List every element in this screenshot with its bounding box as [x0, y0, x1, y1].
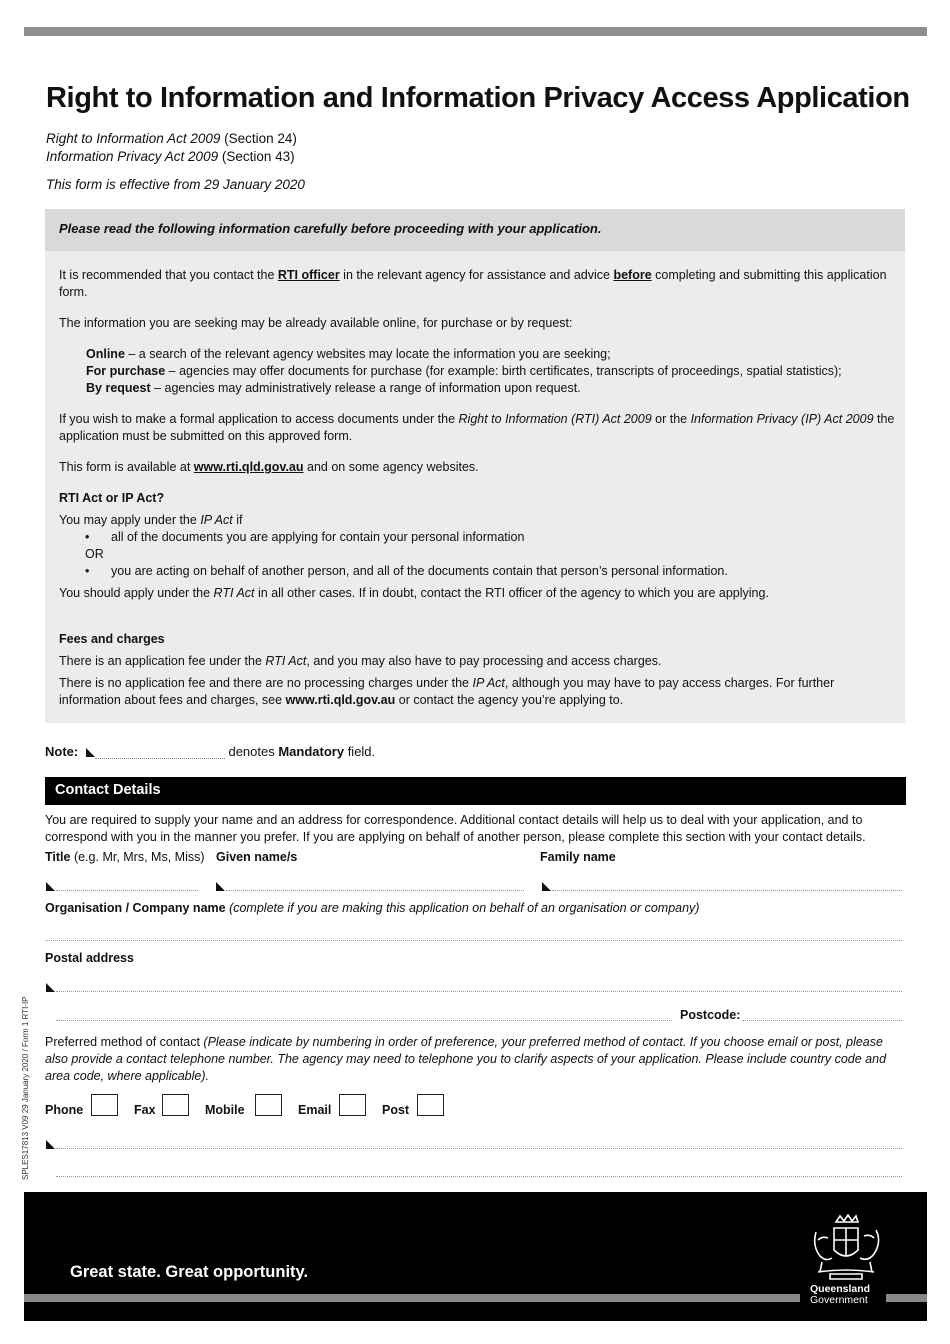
contact-intro: You are required to supply your name and an address for correspondence. Additional contact details will help us to deal with your application, and to correspond with you in the manner you prefer. If you are applying on behalf of another person, please complete this section with your contact details.: [45, 813, 866, 844]
mobile-preference-box[interactable]: [255, 1094, 282, 1116]
act-section: (Section 24): [224, 131, 297, 146]
subheading: RTI Act or IP Act?: [59, 491, 165, 505]
subheading: Fees and charges: [59, 632, 165, 646]
info-paragraph: You may apply under the IP Act if: [59, 513, 243, 527]
info-paragraph: This form is available at www.rti.qld.gov.au and on some agency websites.: [59, 460, 479, 474]
method-label-fax: Fax: [134, 1103, 156, 1117]
queensland-crest-icon: [808, 1212, 884, 1282]
footer: [24, 1192, 927, 1321]
method-label-post: Post: [382, 1103, 410, 1117]
info-paragraph: If you wish to make a formal application to access documents under the Right to Information (RTI) Act 2009 or the Information Privacy (IP) Act 2009 the application must be submitted on this approved form.: [59, 412, 895, 443]
info-heading-box: [45, 209, 905, 251]
family-name-input[interactable]: [552, 880, 902, 891]
mandatory-marker-icon: [216, 882, 225, 891]
footer-stripe: [886, 1294, 927, 1302]
given-name-label: Given name/s: [216, 850, 298, 864]
act-name: Right to Information Act 2009: [46, 131, 221, 146]
or-text: OR: [85, 547, 104, 561]
rti-website-link[interactable]: www.rti.qld.gov.au: [193, 460, 304, 474]
method-label-phone: Phone: [45, 1103, 84, 1117]
info-paragraph: It is recommended that you contact the RTI officer in the relevant agency for assistance and advice before completing and submitting this application form.: [59, 268, 887, 299]
rti-officer-link[interactable]: RTI officer: [277, 268, 340, 282]
postcode-input[interactable]: [742, 1010, 902, 1021]
list-item: By request – agencies may administratively release a range of information upon request.: [86, 381, 581, 395]
mandatory-marker-icon: [542, 882, 551, 891]
preferred-contact-text: Preferred method of contact (Please indicate by numbering in order of preference, your preferred method of contact. If you choose email or post, please also provide a contact telephone number. The agency may need to telephone you to clarify aspects of your application. Please include country code and area code, where applicable).: [45, 1035, 887, 1083]
organisation-label: Organisation / Company name (complete if you are making this application on behalf of an organisation or company): [45, 901, 700, 915]
act-name: Information Privacy Act 2009: [46, 149, 219, 164]
options-list: [86, 346, 924, 397]
email-preference-box[interactable]: [339, 1094, 366, 1116]
info-panel: It is recommended that you contact the RTI officer in the relevant agency for assistance and advice before completing and submitting this application form. The information you are seeking may be already available online, for purchase or by request: Online – a search of the relevant agency websites may locate the information you are seeking; For purchase – agencies may offer documents for purchase (for example: birth certificates, transcripts of proceedings, spatial statistics); By request – agencies may administratively release a range of information upon request. If you wish to make a formal application to access documents under the Right to Information (RTI) Act 2009 or the Information Privacy (IP) Act 2009 the application must be submitted on this approved form. This form is available at www.rti.qld.gov.au and on some agency websites. RTI Act or IP Act? You may apply under the IP Act if • all of the documents you are applying for contain your personal information OR • you are acting on behalf of another person, and all of the documents contain that person’s personal information. You should apply under the RTI Act in all other cases. If in doubt, contact the RTI officer of the agency to which you are applying. Fees and charges There is an application fee under the RTI Act, and you may also have to pay processing and access charges. There is no application fee and there are no processing charges under the IP Act, although you may have to pay access charges. For further information about fees and charges, see www.rti.qld.gov.au or contact the agency you’re applying to.: [45, 251, 905, 723]
info-paragraph: The information you are seeking may be already available online, for purchase or by request:: [59, 316, 573, 330]
title-label: Title (e.g. Mr, Mrs, Ms, Miss): [45, 850, 205, 864]
footer-stripe: [24, 1294, 800, 1302]
contact-detail-line1[interactable]: [56, 1138, 902, 1149]
info-paragraph: There is an application fee under the RTI Act, and you may also have to pay processing and access charges.: [59, 654, 662, 668]
organisation-input[interactable]: [45, 930, 902, 941]
queensland-government-logo: Queensland Government: [810, 1283, 871, 1306]
fax-preference-box[interactable]: [162, 1094, 189, 1116]
legislation-references: [46, 130, 297, 166]
form-code: SPLES17813 V09 29 January 2020 / Form 1 RTI-IP: [21, 996, 30, 1180]
mandatory-marker-icon: [46, 983, 55, 992]
contact-detail-line2[interactable]: [56, 1166, 902, 1177]
list-item: For purchase – agencies may offer documents for purchase (for example: birth certificates, transcripts of proceedings, spatial statistics);: [86, 364, 842, 378]
footer-slogan: Great state. Great opportunity.: [70, 1263, 309, 1281]
postal-address-line2[interactable]: [56, 1010, 672, 1021]
postal-address-line1[interactable]: [56, 981, 902, 992]
info-paragraph: You should apply under the RTI Act in all other cases. If in doubt, contact the RTI officer of the agency to which you are applying.: [59, 586, 769, 600]
title-input[interactable]: [56, 880, 198, 891]
mandatory-marker-icon: [86, 748, 95, 757]
act-section: (Section 43): [221, 149, 295, 164]
effective-date: This form is effective from 29 January 2020: [46, 177, 305, 192]
postcode-label: Postcode:: [680, 1008, 741, 1022]
info-heading: Please read the following information carefully before proceeding with your application.: [59, 221, 602, 236]
mandatory-marker-icon: [46, 1140, 55, 1149]
given-name-input[interactable]: [226, 880, 524, 891]
family-name-label: Family name: [540, 850, 616, 864]
list-item: Online – a search of the relevant agency websites may locate the information you are seeking;: [86, 347, 611, 361]
mandatory-note: Note: denotes Mandatory field.: [45, 744, 376, 759]
info-paragraph: There is no application fee and there are no processing charges under the IP Act, although you may have to pay access charges. For further information about fees and charges, see www.rti.qld.gov.au or contact the agency you’re applying to.: [59, 676, 835, 707]
rti-website-link[interactable]: www.rti.qld.gov.au: [285, 693, 396, 707]
method-label-email: Email: [298, 1103, 332, 1117]
mandatory-marker-icon: [46, 882, 55, 891]
phone-preference-box[interactable]: [91, 1094, 118, 1116]
post-preference-box[interactable]: [417, 1094, 444, 1116]
page-title: Right to Information and Information Privacy Access Application: [46, 82, 910, 114]
method-label-mobile: Mobile: [205, 1103, 245, 1117]
section-header: Contact Details: [45, 777, 906, 805]
postal-address-label: Postal address: [45, 951, 134, 965]
top-rule: [24, 27, 927, 36]
